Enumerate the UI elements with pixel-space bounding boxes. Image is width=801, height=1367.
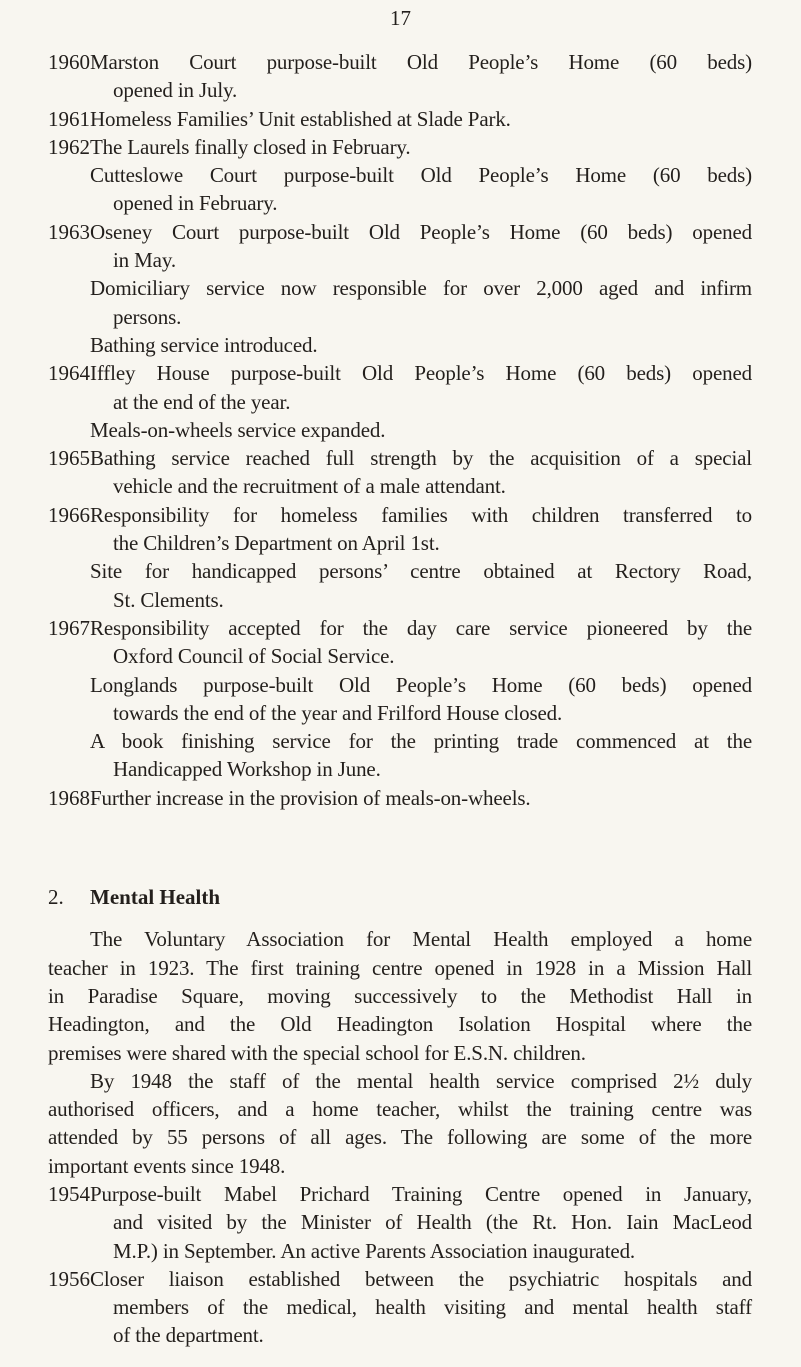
entry-year: 1964 bbox=[48, 361, 90, 386]
timeline-entry bbox=[48, 1265, 752, 1350]
page-number: 17 bbox=[390, 6, 411, 30]
entry-year: 1965 bbox=[48, 446, 90, 471]
timeline-entry bbox=[48, 133, 752, 218]
text-line: Further increase in the provision of meals-on-wheels. bbox=[90, 785, 531, 810]
text-line: teacher in 1923. The first training centre opened in 1928 in a Mission Hall bbox=[48, 955, 752, 980]
timeline-entry bbox=[48, 784, 752, 812]
text-line: Homeless Families’ Unit established at Slade Park. bbox=[90, 106, 511, 131]
text-line: towards the end of the year and Frilford House closed. bbox=[113, 700, 563, 725]
text-line: in May. bbox=[113, 248, 176, 273]
text-line: Bathing service introduced. bbox=[90, 332, 318, 357]
text-line: Closer liaison established between the psychiatric hospitals and bbox=[90, 1266, 752, 1291]
text-line: The Laurels finally closed in February. bbox=[90, 134, 411, 159]
timeline-entry bbox=[48, 1180, 752, 1265]
timeline-entry bbox=[48, 105, 752, 133]
page-body bbox=[48, 48, 752, 1350]
entry-year: 1967 bbox=[48, 615, 90, 640]
timeline-entry bbox=[48, 444, 752, 501]
text-line: Marston Court purpose-built Old People’s Home (60 beds) bbox=[90, 50, 752, 74]
timeline-entry bbox=[48, 501, 752, 614]
text-line: Bathing service reached full strength by the acquisition of a special bbox=[90, 446, 752, 471]
text-line: in Paradise Square, moving successively to the Methodist Hall in bbox=[48, 983, 752, 1008]
text-line: at the end of the year. bbox=[113, 389, 291, 414]
text-line: Meals-on-wheels service expanded. bbox=[90, 417, 386, 442]
text-line: Longlands purpose-built Old People’s Home (60 beds) opened bbox=[90, 672, 752, 697]
entry-year: 1956 bbox=[48, 1266, 90, 1291]
text-line: Responsibility accepted for the day care service pioneered by the bbox=[90, 615, 752, 640]
timeline-entry bbox=[48, 614, 752, 784]
entry-year: 1966 bbox=[48, 502, 90, 527]
section-intro bbox=[48, 925, 752, 1180]
text-line: premises were shared with the special school for E.S.N. children. bbox=[48, 1040, 586, 1065]
timeline-entry bbox=[48, 48, 752, 105]
section-title: Mental Health bbox=[90, 885, 221, 910]
text-line: the Children’s Department on April 1st. bbox=[113, 531, 440, 556]
text-line: and visited by the Minister of Health (the Rt. Hon. Iain MacLeod bbox=[113, 1210, 752, 1235]
timeline-entry bbox=[48, 218, 752, 359]
text-line: Cutteslowe Court purpose-built Old People’s Home (60 beds) bbox=[90, 163, 752, 188]
entry-year: 1963 bbox=[48, 219, 90, 244]
text-line: Headington, and the Old Headington Isolation Hospital where the bbox=[48, 1012, 752, 1037]
entry-year: 1954 bbox=[48, 1181, 90, 1206]
text-line: authorised officers, and a home teacher, whilst the training centre was bbox=[48, 1097, 752, 1122]
section-number: 2. bbox=[48, 885, 64, 910]
text-line: The Voluntary Association for Mental Health employed a home bbox=[90, 927, 752, 952]
text-line: Site for handicapped persons’ centre obtained at Rectory Road, bbox=[90, 559, 752, 584]
text-line: Oxford Council of Social Service. bbox=[113, 644, 395, 669]
text-line: Domiciliary service now responsible for over 2,000 aged and infirm bbox=[90, 276, 752, 301]
text-line: A book finishing service for the printing trade commenced at the bbox=[90, 729, 752, 754]
timeline-entry bbox=[48, 359, 752, 444]
text-line: important events since 1948. bbox=[48, 1153, 286, 1178]
text-line: Handicapped Workshop in June. bbox=[113, 757, 381, 782]
text-line: St. Clements. bbox=[113, 587, 224, 612]
entry-year: 1960 bbox=[48, 50, 90, 74]
timeline-social-services bbox=[48, 48, 752, 812]
text-line: By 1948 the staff of the mental health service comprised 2½ duly bbox=[90, 1068, 752, 1093]
text-line: Oseney Court purpose-built Old People’s Home (60 beds) opened bbox=[90, 219, 752, 244]
text-line: Responsibility for homeless families with children transferred to bbox=[90, 502, 752, 527]
text-line: of the department. bbox=[113, 1323, 264, 1348]
entry-year: 1968 bbox=[48, 785, 90, 810]
text-line: attended by 55 persons of all ages. The following are some of the more bbox=[48, 1125, 752, 1150]
text-line: persons. bbox=[113, 304, 182, 329]
entry-year: 1961 bbox=[48, 106, 90, 131]
entry-year: 1962 bbox=[48, 134, 90, 159]
section-heading bbox=[48, 883, 752, 911]
text-line: Purpose-built Mabel Prichard Training Centre opened in January, bbox=[90, 1181, 752, 1206]
timeline-mental-health bbox=[48, 1180, 752, 1350]
text-line: Iffley House purpose-built Old People’s Home (60 beds) opened bbox=[90, 361, 752, 386]
text-line: vehicle and the recruitment of a male attendant. bbox=[113, 474, 506, 499]
text-line: members of the medical, health visiting and mental health staff bbox=[113, 1295, 752, 1320]
text-line: M.P.) in September. An active Parents Association inaugurated. bbox=[113, 1238, 636, 1263]
text-line: opened in July. bbox=[113, 78, 238, 103]
text-line: opened in February. bbox=[113, 191, 278, 216]
